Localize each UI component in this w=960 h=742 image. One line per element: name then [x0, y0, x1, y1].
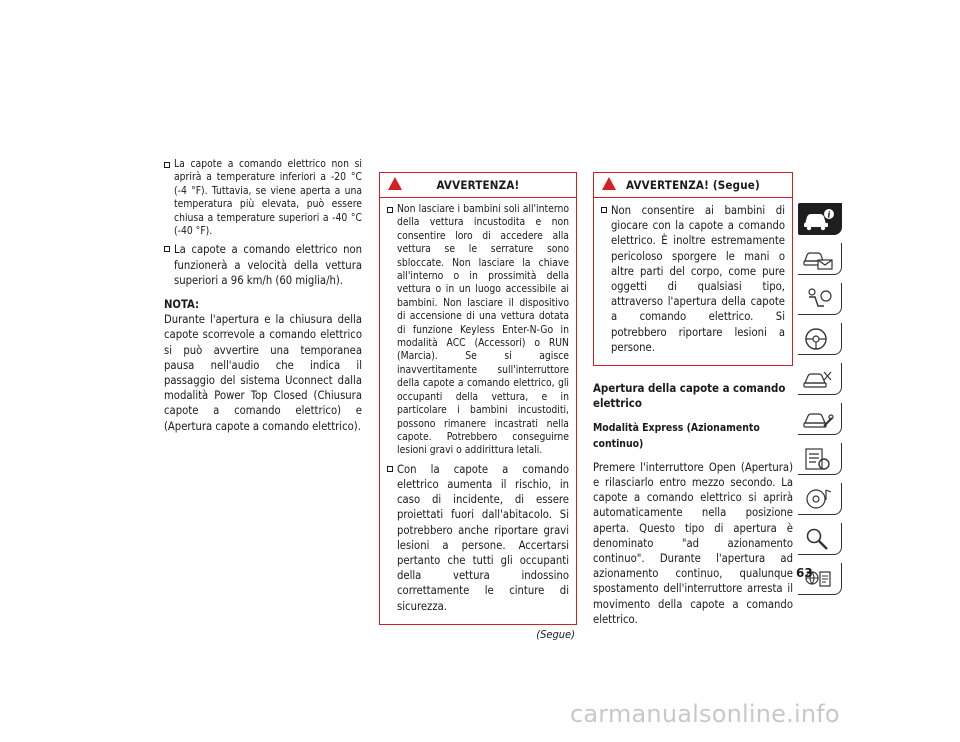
- checkbox-bullet-icon: [164, 162, 170, 168]
- continued-label: (Segue): [536, 627, 575, 641]
- car-service-icon: [802, 406, 834, 432]
- bullet-item: Non lasciare i bambini soli all'interno della vettura incustodita e non consentire loro di accedere alla vettura se le serrature sono sbloccate. Non lasciare la chiave all'interno o in prossimità della vettura o in un luogo accessibile ai bambini. Non lasciare il dispositivo di accensione di una vettura dotata di funzione Keyless Enter-N-Go in modalità ACC (Accessori) o RUN (Marcia). Se si agisce inavvertitamente sull'interruttore della capote a comando elettrico, gli occupanti della vettura, e in particolare i bambini incustoditi, possono rimanere incastrati nella capote. Potrebbero conseguirne lesioni gravi o addirittura letali.: [387, 203, 569, 458]
- tab-car-mail[interactable]: [798, 243, 842, 275]
- column-3: [593, 172, 793, 627]
- checkbox-bullet-icon: [387, 207, 393, 213]
- tab-emergency[interactable]: [798, 363, 842, 395]
- car-info-icon: [802, 206, 834, 232]
- tab-airbag[interactable]: [798, 283, 842, 315]
- note-title: NOTA:: [164, 298, 199, 312]
- note-text: Durante l'apertura e la chiusura della capote scorrevole a comando elettrico si può avvertire una temporanea pausa nell'audio che indica il passaggio del sistema Uconnect dalla modalità Power Top Closed (Chiusura capote a comando elettrico) e (Apertura capote a comando elettrico).: [164, 313, 362, 433]
- section-heading: Apertura della capote a comando elettrico: [593, 381, 786, 411]
- checkbox-bullet-icon: [387, 466, 393, 472]
- warning-header: [380, 173, 576, 198]
- multimedia-icon: [802, 486, 834, 512]
- section-subheading: Modalità Express (Azionamento continuo): [593, 422, 760, 450]
- column-2: [379, 172, 577, 642]
- bullet-item: La capote a comando elettrico non funzionerà a velocità della vettura superiori a 96 km/h (60 miglia/h).: [164, 242, 362, 288]
- warning-box: [379, 172, 577, 625]
- warning-title: AVVERTENZA! (Segue): [626, 178, 760, 192]
- checkbox-bullet-icon: [164, 246, 170, 252]
- watermark: carmanualsonline.info: [570, 700, 840, 728]
- car-mail-icon: [802, 246, 834, 272]
- chapter-tabs: [798, 203, 842, 603]
- bullet-item: Con la capote a comando elettrico aumenta il rischio, in caso di incidente, di essere proiettati fuori dall'abitacolo. Si potrebbero anche riportare gravi lesioni a persone. Accertarsi pertanto che tutti gli occupanti della vettura indossino correttamente le cinture di sicurezza.: [387, 462, 569, 614]
- bullet-item: Non consentire ai bambini di giocare con la capote a comando elettrico. È inoltre estremamente pericoloso sporgere le mani o altre parti del corpo, come pure oggetti di qualsiasi tipo, attraverso l'apertura della capote a comando elettrico. Si potrebbero riportare lesioni a persone.: [601, 203, 785, 355]
- search-icon: [802, 526, 834, 552]
- svg-text:i: i: [827, 209, 831, 220]
- specifications-icon: [802, 446, 834, 472]
- warning-box-continued: [593, 172, 793, 366]
- tab-multimedia[interactable]: [798, 483, 842, 515]
- warning-header: [594, 173, 792, 198]
- car-crash-icon: [802, 366, 834, 392]
- tab-steering[interactable]: [798, 323, 842, 355]
- checkbox-bullet-icon: [601, 207, 607, 213]
- page-number: 63: [796, 566, 813, 580]
- airbag-person-icon: [802, 286, 834, 312]
- bullet-item: La capote a comando elettrico non si aprirà a temperature inferiori a -20 °C (-4 °F). Tuttavia, se viene aperta a una temperatura più elevata, può essere chiusa a temperature superiori a -40 °C (-40 °F).: [164, 158, 362, 238]
- tab-service[interactable]: [798, 403, 842, 435]
- section-paragraph: Premere l'interruttore Open (Apertura) e rilasciarlo entro mezzo secondo. La capote a comando elettrico si aprirà automaticamente nella posizione aperta. Questo tipo di apertura è denominato "ad azionamento continuo". Durante l'apertura ad azionamento continuo, qualunque spostamento dell'interruttore arresta il movimento della capote a comando elettrico.: [593, 460, 793, 626]
- tab-specifications[interactable]: [798, 443, 842, 475]
- column-1: [164, 158, 362, 434]
- steering-wheel-icon: [802, 326, 834, 352]
- warning-title: AVVERTENZA!: [436, 178, 520, 192]
- tab-index[interactable]: [798, 523, 842, 555]
- tab-car-info[interactable]: [798, 203, 842, 235]
